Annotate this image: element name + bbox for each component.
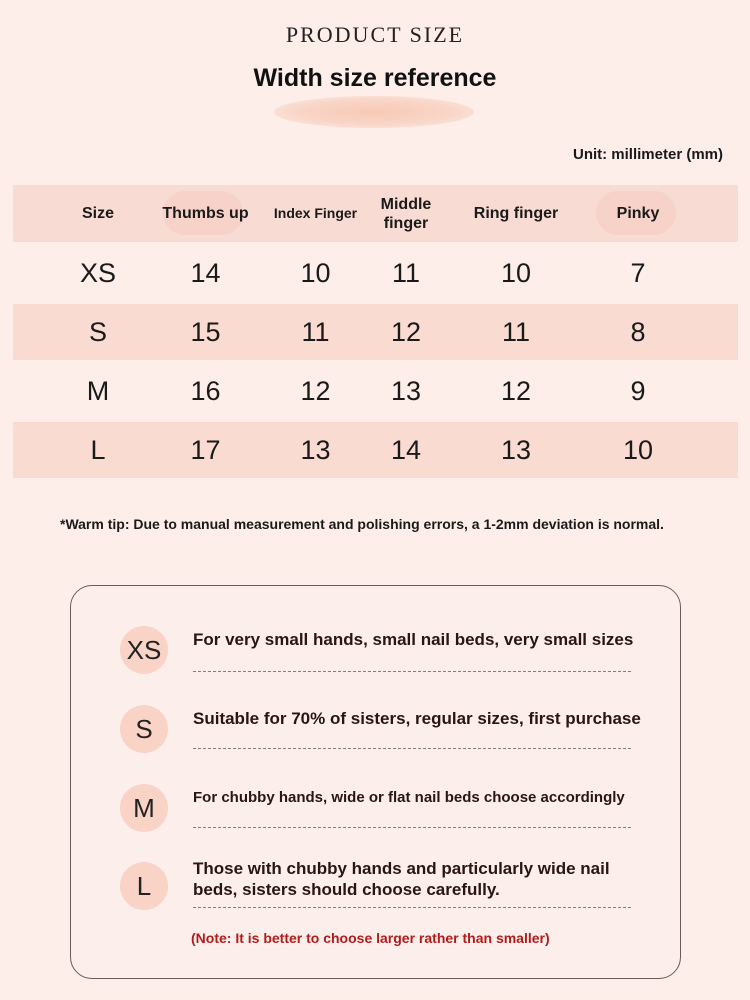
divider xyxy=(193,748,631,749)
value-cell: 10 xyxy=(300,257,331,288)
guide-description: Suitable for 70% of sisters, regular sizes, first purchase xyxy=(193,709,641,728)
column-header-size: Size xyxy=(81,205,114,222)
size-table xyxy=(13,185,738,478)
divider xyxy=(193,907,631,908)
column-header-middle: Middle finger xyxy=(380,195,432,232)
size-badge: M xyxy=(120,784,168,832)
value-cell: 10 xyxy=(622,434,654,465)
size-cell: XS xyxy=(79,257,117,288)
value-cell: 12 xyxy=(390,316,422,347)
value-cell: 14 xyxy=(190,257,221,288)
value-cell: 14 xyxy=(390,434,422,465)
unit-label: Unit: millimeter (mm) xyxy=(572,146,723,163)
value-cell: 13 xyxy=(300,434,331,465)
size-badge: L xyxy=(120,862,168,910)
value-cell: 12 xyxy=(500,375,532,406)
value-cell: 7 xyxy=(630,257,646,288)
size-cell: L xyxy=(90,434,106,465)
guide-description: For chubby hands, wide or flat nail beds choose accordingly xyxy=(193,789,625,806)
value-cell: 13 xyxy=(390,375,422,406)
value-cell: 11 xyxy=(301,316,330,347)
value-cell: 12 xyxy=(300,375,331,406)
page-title: Width size reference xyxy=(253,64,497,92)
warm-tip: *Warm tip: Due to manual measurement and polishing errors, a 1-2mm deviation is normal. xyxy=(60,516,664,532)
column-header-pinky: Pinky xyxy=(616,205,660,222)
table-row xyxy=(13,242,738,304)
decorative-blob xyxy=(274,96,474,128)
size-cell: S xyxy=(88,316,107,347)
table-row xyxy=(13,304,738,360)
size-badge: S xyxy=(120,705,168,753)
guide-description: For very small hands, small nail beds, very small sizes xyxy=(193,630,634,649)
table-row xyxy=(13,422,738,478)
size-cell: M xyxy=(86,375,110,406)
size-note: (Note: It is better to choose larger rather than smaller) xyxy=(191,930,550,946)
column-header-thumb: Thumbs up xyxy=(162,205,249,222)
value-cell: 8 xyxy=(630,316,646,347)
guide-description: Those with chubby hands and particularly wide nail beds, sisters should choose carefully. xyxy=(193,859,610,899)
value-cell: 15 xyxy=(190,316,221,347)
value-cell: 16 xyxy=(190,375,221,406)
value-cell: 11 xyxy=(501,316,531,347)
value-cell: 17 xyxy=(190,434,221,465)
section-title: PRODUCT SIZE xyxy=(285,22,465,47)
size-badge: XS xyxy=(120,626,168,674)
column-header-index: Index Finger xyxy=(273,205,358,221)
value-cell: 9 xyxy=(630,375,646,406)
value-cell: 10 xyxy=(500,257,532,288)
value-cell: 13 xyxy=(500,434,532,465)
divider xyxy=(193,671,631,672)
value-cell: 11 xyxy=(391,257,421,288)
table-row xyxy=(13,360,738,422)
divider xyxy=(193,827,631,828)
column-header-ring: Ring finger xyxy=(473,205,559,222)
size-guide-card xyxy=(70,585,681,979)
table-header xyxy=(13,185,738,242)
